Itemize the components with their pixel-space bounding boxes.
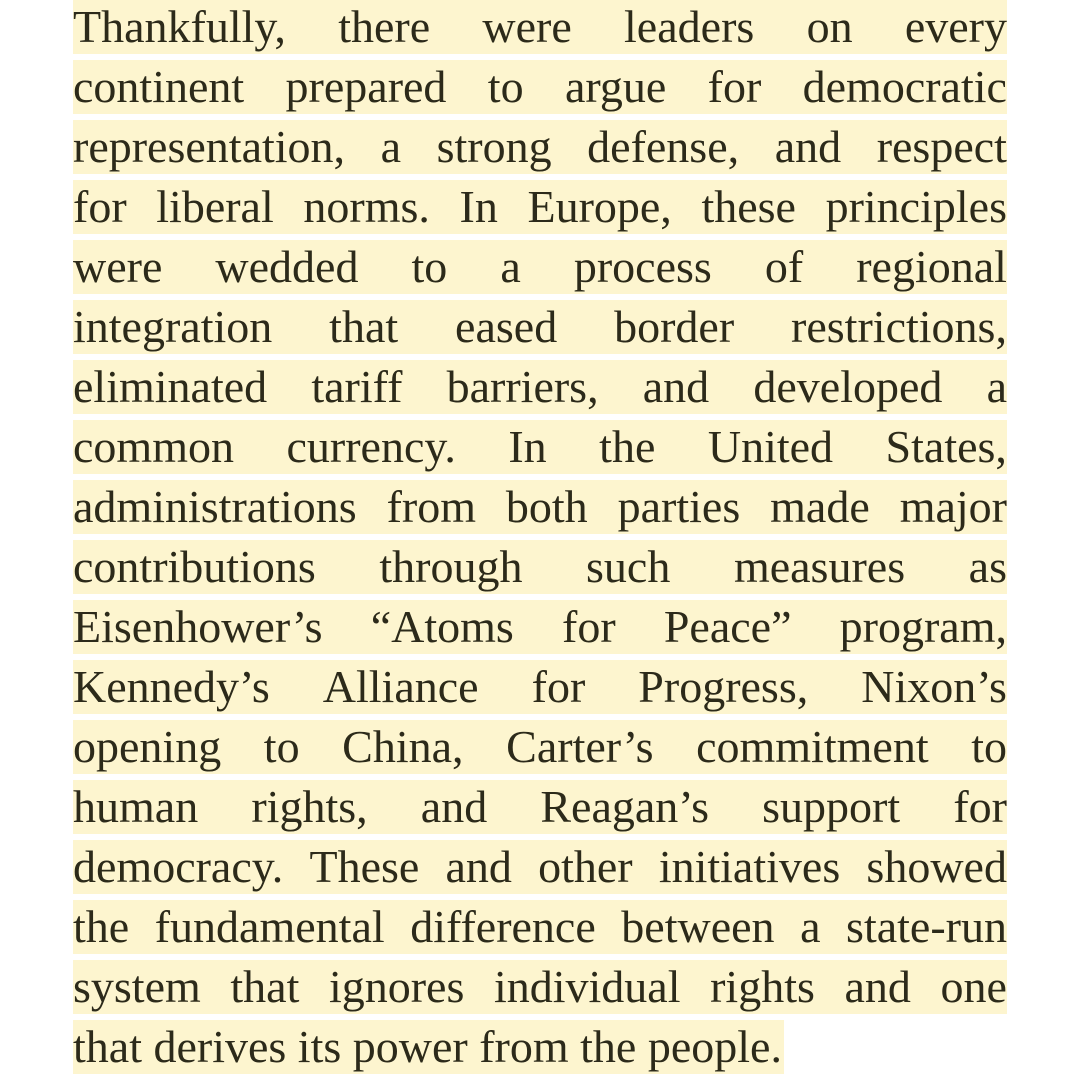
text-line bbox=[73, 780, 1007, 840]
word: contributions bbox=[73, 541, 316, 592]
word: that derives its power from the people. bbox=[73, 1021, 782, 1072]
word: rights bbox=[710, 961, 815, 1012]
text-line bbox=[73, 300, 1007, 360]
highlight-band bbox=[73, 720, 1007, 774]
text-line bbox=[73, 660, 1007, 720]
word: restrictions, bbox=[791, 301, 1007, 352]
word: to bbox=[487, 61, 524, 112]
highlight-band bbox=[73, 360, 1007, 414]
word: difference bbox=[410, 901, 596, 952]
highlight-band bbox=[73, 1020, 784, 1074]
text-line bbox=[73, 420, 1007, 480]
word: human bbox=[73, 781, 199, 832]
word: one bbox=[940, 961, 1007, 1012]
word: eliminated bbox=[73, 361, 268, 412]
word: representation, bbox=[73, 121, 346, 172]
word: made bbox=[770, 481, 870, 532]
word: common bbox=[73, 421, 234, 472]
word: integration bbox=[73, 301, 273, 352]
text-line bbox=[73, 540, 1007, 600]
word: the bbox=[73, 901, 130, 952]
word: to bbox=[263, 721, 300, 772]
highlight-band bbox=[73, 60, 1007, 114]
word: wedded bbox=[215, 241, 359, 292]
word: ignores bbox=[328, 961, 465, 1012]
word: both bbox=[505, 481, 588, 532]
word: between bbox=[621, 901, 775, 952]
word: rights, bbox=[251, 781, 368, 832]
word: measures bbox=[733, 541, 906, 592]
highlight-band bbox=[73, 300, 1007, 354]
word: Progress, bbox=[638, 661, 809, 712]
word: the bbox=[599, 421, 656, 472]
word: and bbox=[774, 121, 842, 172]
word: for bbox=[707, 61, 762, 112]
word: through bbox=[379, 541, 523, 592]
text-line bbox=[73, 1020, 1007, 1080]
word: were bbox=[482, 1, 572, 52]
text-line bbox=[73, 60, 1007, 120]
word: such bbox=[586, 541, 671, 592]
word: strong bbox=[436, 121, 552, 172]
word: to bbox=[971, 721, 1007, 772]
word: Alliance bbox=[322, 661, 479, 712]
text-line bbox=[73, 720, 1007, 780]
word: and bbox=[445, 841, 512, 892]
word: regional bbox=[856, 241, 1007, 292]
word: parties bbox=[617, 481, 741, 532]
text-line bbox=[73, 120, 1007, 180]
word: currency. bbox=[286, 421, 456, 472]
word: as bbox=[968, 541, 1007, 592]
highlight-band bbox=[73, 420, 1007, 474]
word: showed bbox=[866, 841, 1007, 892]
word: Eisenhower’s bbox=[73, 601, 323, 652]
highlight-band bbox=[73, 540, 1007, 594]
word: that bbox=[230, 961, 300, 1012]
word: of bbox=[764, 241, 804, 292]
word: administrations bbox=[73, 481, 357, 532]
highlight-band bbox=[73, 960, 1007, 1014]
highlight-band bbox=[73, 780, 1007, 834]
word: eased bbox=[455, 301, 558, 352]
word: leaders bbox=[624, 1, 755, 52]
word: a bbox=[500, 241, 521, 292]
highlight-band bbox=[73, 840, 1007, 894]
word: argue bbox=[564, 61, 667, 112]
text-line bbox=[73, 240, 1007, 300]
word: state-run bbox=[846, 901, 1007, 952]
word: In bbox=[459, 181, 498, 232]
word: other bbox=[538, 841, 633, 892]
word: a bbox=[380, 121, 402, 172]
word: for bbox=[531, 661, 586, 712]
word: support bbox=[762, 781, 901, 832]
word: major bbox=[899, 481, 1007, 532]
word: and bbox=[844, 961, 911, 1012]
word: for bbox=[562, 601, 616, 652]
highlight-band bbox=[73, 240, 1007, 294]
word: individual bbox=[493, 961, 681, 1012]
word: Peace” bbox=[663, 601, 792, 652]
text-line bbox=[73, 600, 1007, 660]
text-line bbox=[73, 360, 1007, 420]
word: initiatives bbox=[658, 841, 841, 892]
word: In bbox=[508, 421, 547, 472]
word: and bbox=[420, 781, 488, 832]
word: continent bbox=[73, 61, 245, 112]
highlighted-passage bbox=[73, 0, 1007, 1080]
word: norms. bbox=[303, 181, 430, 232]
word: Reagan’s bbox=[540, 781, 709, 832]
word: United bbox=[707, 421, 834, 472]
word: from bbox=[386, 481, 476, 532]
highlight-band bbox=[73, 0, 1007, 54]
word: China, bbox=[342, 721, 464, 772]
word: a bbox=[986, 361, 1007, 412]
word: Carter’s bbox=[506, 721, 654, 772]
word: opening bbox=[73, 721, 222, 772]
word: process bbox=[573, 241, 712, 292]
word: defense, bbox=[587, 121, 740, 172]
word: system bbox=[73, 961, 201, 1012]
text-line bbox=[73, 960, 1007, 1020]
word: developed bbox=[753, 361, 943, 412]
word: Europe, bbox=[527, 181, 672, 232]
word: for bbox=[73, 181, 127, 232]
word: democratic bbox=[802, 61, 1007, 112]
text-line bbox=[73, 180, 1007, 240]
word: tariff bbox=[311, 361, 403, 412]
word: Kennedy’s bbox=[73, 661, 270, 712]
word: barriers, bbox=[446, 361, 599, 412]
word: on bbox=[806, 1, 853, 52]
word: program, bbox=[839, 601, 1007, 652]
word: These bbox=[309, 841, 420, 892]
highlight-band bbox=[73, 120, 1007, 174]
text-line bbox=[73, 900, 1007, 960]
highlight-band bbox=[73, 480, 1007, 534]
word: Nixon’s bbox=[861, 661, 1007, 712]
highlight-band bbox=[73, 180, 1007, 234]
text-line bbox=[73, 480, 1007, 540]
highlight-band bbox=[73, 600, 1007, 654]
word: were bbox=[73, 241, 163, 292]
word: respect bbox=[876, 121, 1007, 172]
highlight-band bbox=[73, 660, 1007, 714]
text-line bbox=[73, 0, 1007, 60]
word: border bbox=[614, 301, 735, 352]
word: liberal bbox=[156, 181, 274, 232]
text-line bbox=[73, 840, 1007, 900]
word: Thankfully, bbox=[73, 1, 286, 52]
word: “Atoms bbox=[370, 601, 514, 652]
word: prepared bbox=[285, 61, 447, 112]
word: to bbox=[411, 241, 448, 292]
word: democracy. bbox=[73, 841, 284, 892]
word: and bbox=[642, 361, 710, 412]
word: a bbox=[800, 901, 821, 952]
word: States, bbox=[885, 421, 1007, 472]
word: fundamental bbox=[154, 901, 385, 952]
word: every bbox=[904, 1, 1007, 52]
word: these bbox=[701, 181, 796, 232]
word: that bbox=[329, 301, 399, 352]
word: for bbox=[953, 781, 1007, 832]
highlight-band bbox=[73, 900, 1007, 954]
word: there bbox=[338, 1, 431, 52]
word: commitment bbox=[696, 721, 929, 772]
word: principles bbox=[825, 181, 1007, 232]
